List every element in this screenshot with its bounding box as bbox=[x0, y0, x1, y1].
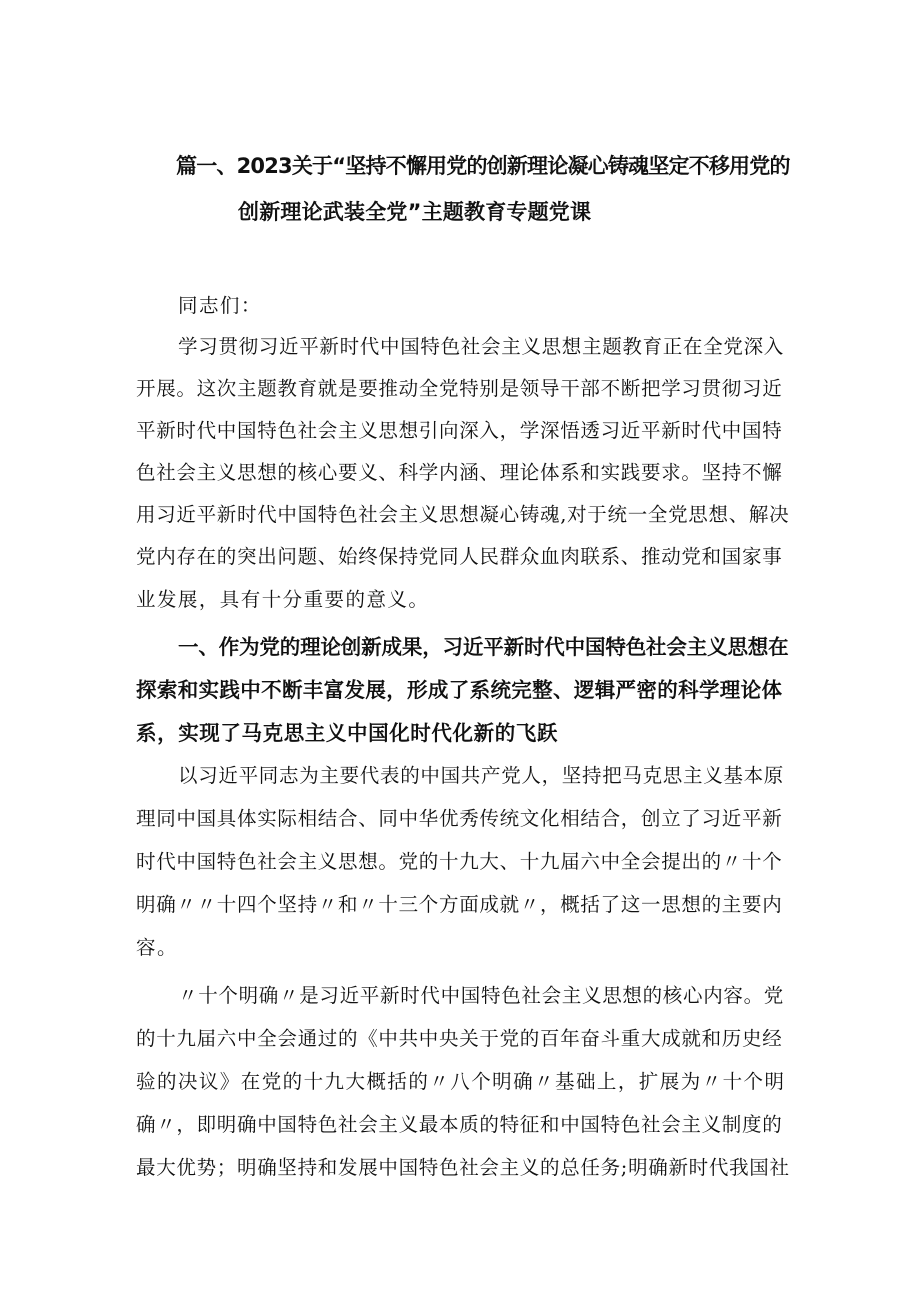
paragraph-1-line: 平新时代中国特色社会主义思想引向深入，学深悟透习近平新时代中国特 bbox=[136, 419, 783, 442]
salutation: 同志们： bbox=[178, 294, 262, 317]
paragraph-3-line: 确〃，即明确中国特色社会主义最本质的特征和中国特色社会主义制度的 bbox=[136, 1113, 783, 1136]
document-title-line-2: 创新理论武装全党”主题教育专题党课 bbox=[238, 200, 592, 224]
paragraph-2-line: 明确〃〃十四个坚持〃和〃十三个方面成就〃，概括了这一思想的主要内 bbox=[136, 893, 783, 916]
paragraph-3-line: 验的决议》在党的十九大概括的〃八个明确〃基础上，扩展为〃十个明 bbox=[136, 1070, 786, 1093]
section-heading-line: 一、作为党的理论创新成果，习近平新时代中国特色社会主义思想在 bbox=[178, 635, 789, 659]
paragraph-2-line: 时代中国特色社会主义思想。党的十九大、十九届六中全会提出的〃十个 bbox=[136, 850, 783, 873]
paragraph-2-line: 理同中国具体实际相结合、同中华优秀传统文化相结合，创立了习近平新 bbox=[136, 807, 783, 830]
paragraph-1-line: 业发展，具有十分重要的意义。 bbox=[136, 588, 430, 611]
paragraph-1-line: 开展。这次主题教育就是要推动全党特别是领导干部不断把学习贯彻习近 bbox=[136, 377, 783, 400]
paragraph-3-line: 最大优势；明确坚持和发展中国特色社会主义的总任务;明确新时代我国社 bbox=[136, 1156, 790, 1179]
section-heading-line: 探索和实践中不断丰富发展，形成了系统完整、逻辑严密的科学理论体 bbox=[136, 678, 783, 702]
paragraph-1-line: 党内存在的突出问题、始终保持党同人民群众血肉联系、推动党和国家事 bbox=[136, 545, 783, 568]
paragraph-1-line: 用习近平新时代中国特色社会主义思想凝心铸魂,对于统一全党思想、解决 bbox=[136, 503, 790, 526]
paragraph-2-line: 以习近平同志为主要代表的中国共产党人，坚持把马克思主义基本原 bbox=[178, 764, 785, 787]
paragraph-1-line: 色社会主义思想的核心要义、科学内涵、理论体系和实践要求。坚持不懈 bbox=[136, 461, 783, 484]
document-title-line-1: 篇一、2023关于“坚持不懈用党的创新理论凝心铸魂坚定不移用党的 bbox=[176, 154, 790, 178]
paragraph-2-line: 容。 bbox=[136, 936, 178, 959]
paragraph-3-line: 〃十个明确〃是习近平新时代中国特色社会主义思想的核心内容。党 bbox=[178, 984, 785, 1007]
section-heading-line: 系，实现了马克思主义中国化时代化新的飞跃 bbox=[136, 721, 558, 745]
paragraph-1-line: 学习贯彻习近平新时代中国特色社会主义思想主题教育正在全党深入 bbox=[178, 335, 785, 358]
paragraph-3-line: 的十九届六中全会通过的《中共中央关于党的百年奋斗重大成就和历史经 bbox=[136, 1027, 783, 1050]
